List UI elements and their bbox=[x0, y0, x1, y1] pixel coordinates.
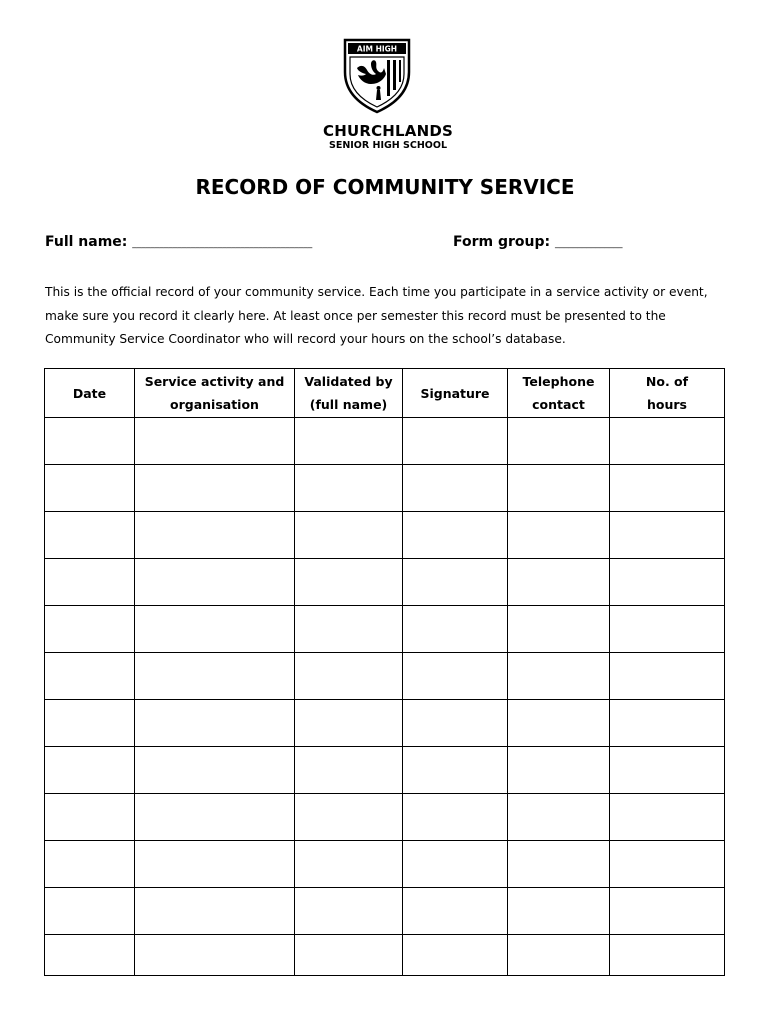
signature-cell[interactable] bbox=[403, 747, 508, 794]
telephone-cell[interactable] bbox=[508, 935, 610, 976]
telephone-cell[interactable] bbox=[508, 512, 610, 559]
validated-by-cell[interactable] bbox=[295, 606, 403, 653]
table-row bbox=[45, 653, 725, 700]
service-activity-cell[interactable] bbox=[135, 747, 295, 794]
date-cell[interactable] bbox=[45, 794, 135, 841]
telephone-cell[interactable] bbox=[508, 888, 610, 935]
service-activity-cell[interactable] bbox=[135, 512, 295, 559]
signature-cell[interactable] bbox=[403, 512, 508, 559]
signature-cell[interactable] bbox=[403, 653, 508, 700]
date-cell[interactable] bbox=[45, 935, 135, 976]
table-row bbox=[45, 935, 725, 976]
date-cell[interactable] bbox=[45, 888, 135, 935]
table-body bbox=[45, 418, 725, 976]
validated-by-cell[interactable] bbox=[295, 418, 403, 465]
column-header-telephone bbox=[508, 369, 610, 418]
validated-by-cell[interactable] bbox=[295, 935, 403, 976]
validated-by-cell[interactable] bbox=[295, 465, 403, 512]
header-line: contact bbox=[532, 397, 585, 412]
signature-cell[interactable] bbox=[403, 700, 508, 747]
telephone-cell[interactable] bbox=[508, 794, 610, 841]
service-activity-cell[interactable] bbox=[135, 935, 295, 976]
telephone-cell[interactable] bbox=[508, 653, 610, 700]
signature-cell[interactable] bbox=[403, 465, 508, 512]
validated-by-cell[interactable] bbox=[295, 512, 403, 559]
service-activity-cell[interactable] bbox=[135, 700, 295, 747]
header-line: hours bbox=[647, 397, 687, 412]
crest-motto: AIM HIGH bbox=[356, 44, 398, 54]
validated-by-cell[interactable] bbox=[295, 700, 403, 747]
header-line: Service activity and bbox=[144, 374, 285, 389]
header-line: Date bbox=[72, 385, 107, 401]
signature-cell[interactable] bbox=[403, 606, 508, 653]
table-row bbox=[45, 888, 725, 935]
full-name-label: Full name: bbox=[45, 234, 128, 250]
telephone-cell[interactable] bbox=[508, 841, 610, 888]
service-activity-cell[interactable] bbox=[135, 465, 295, 512]
service-activity-cell[interactable] bbox=[135, 841, 295, 888]
validated-by-cell[interactable] bbox=[295, 747, 403, 794]
document-title: RECORD OF COMMUNITY SERVICE bbox=[195, 175, 575, 199]
hours-cell[interactable] bbox=[610, 653, 725, 700]
validated-by-cell[interactable] bbox=[295, 559, 403, 606]
hours-cell[interactable] bbox=[610, 512, 725, 559]
service-record-table bbox=[44, 368, 725, 976]
service-activity-cell[interactable] bbox=[135, 794, 295, 841]
date-cell[interactable] bbox=[45, 465, 135, 512]
date-cell[interactable] bbox=[45, 512, 135, 559]
date-cell[interactable] bbox=[45, 747, 135, 794]
validated-by-cell[interactable] bbox=[295, 888, 403, 935]
date-cell[interactable] bbox=[45, 606, 135, 653]
header-line: Validated by bbox=[304, 374, 393, 389]
telephone-cell[interactable] bbox=[508, 559, 610, 606]
date-cell[interactable] bbox=[45, 841, 135, 888]
date-cell[interactable] bbox=[45, 418, 135, 465]
table-row bbox=[45, 700, 725, 747]
signature-cell[interactable] bbox=[403, 418, 508, 465]
hours-cell[interactable] bbox=[610, 888, 725, 935]
date-cell[interactable] bbox=[45, 700, 135, 747]
validated-by-cell[interactable] bbox=[295, 841, 403, 888]
table-row bbox=[45, 465, 725, 512]
hours-cell[interactable] bbox=[610, 841, 725, 888]
full-name-blank[interactable]: ________________________________________ bbox=[132, 239, 313, 249]
telephone-cell[interactable] bbox=[508, 606, 610, 653]
hours-cell[interactable] bbox=[610, 935, 725, 976]
table-row bbox=[45, 606, 725, 653]
validated-by-cell[interactable] bbox=[295, 653, 403, 700]
header-line: organisation bbox=[170, 397, 259, 412]
school-crest-logo bbox=[343, 38, 411, 114]
service-activity-cell[interactable] bbox=[135, 559, 295, 606]
column-header-date bbox=[45, 369, 135, 418]
school-subtitle: SENIOR HIGH SCHOOL bbox=[328, 140, 448, 151]
column-header-signature bbox=[403, 369, 508, 418]
table-row bbox=[45, 794, 725, 841]
service-activity-cell[interactable] bbox=[135, 606, 295, 653]
telephone-cell[interactable] bbox=[508, 418, 610, 465]
column-header-service-activity bbox=[135, 369, 295, 418]
header-line: (full name) bbox=[309, 397, 388, 412]
header-line: No. of bbox=[645, 374, 689, 389]
hours-cell[interactable] bbox=[610, 465, 725, 512]
signature-cell[interactable] bbox=[403, 935, 508, 976]
telephone-cell[interactable] bbox=[508, 465, 610, 512]
full-name-field[interactable] bbox=[45, 234, 312, 250]
form-group-blank[interactable]: _______________ bbox=[555, 239, 623, 249]
hours-cell[interactable] bbox=[610, 418, 725, 465]
school-name: CHURCHLANDS bbox=[322, 122, 454, 140]
table-row bbox=[45, 512, 725, 559]
table-row bbox=[45, 747, 725, 794]
signature-cell[interactable] bbox=[403, 888, 508, 935]
signature-cell[interactable] bbox=[403, 841, 508, 888]
form-group-field[interactable] bbox=[453, 234, 623, 250]
telephone-cell[interactable] bbox=[508, 747, 610, 794]
intro-paragraph: This is the official record of your community service. Each time you participate in a service activity or event, make sure you record it clearly here. At least once per semester this record must be presented to the Community Service Coordinator who will record your hours on the school’s database. bbox=[45, 285, 708, 346]
header-line: Signature bbox=[420, 385, 490, 401]
telephone-cell[interactable] bbox=[508, 700, 610, 747]
date-cell[interactable] bbox=[45, 653, 135, 700]
form-group-label: Form group: bbox=[453, 234, 551, 250]
hours-cell[interactable] bbox=[610, 747, 725, 794]
header-line: Telephone bbox=[522, 374, 595, 389]
hours-cell[interactable] bbox=[610, 606, 725, 653]
signature-cell[interactable] bbox=[403, 794, 508, 841]
table-row bbox=[45, 418, 725, 465]
service-activity-cell[interactable] bbox=[135, 418, 295, 465]
table-row bbox=[45, 841, 725, 888]
signature-cell[interactable] bbox=[403, 559, 508, 606]
service-activity-cell[interactable] bbox=[135, 653, 295, 700]
service-activity-cell[interactable] bbox=[135, 888, 295, 935]
hours-cell[interactable] bbox=[610, 700, 725, 747]
validated-by-cell[interactable] bbox=[295, 794, 403, 841]
table-header-row bbox=[45, 369, 725, 418]
date-cell[interactable] bbox=[45, 559, 135, 606]
hours-cell[interactable] bbox=[610, 794, 725, 841]
column-header-validated-by bbox=[295, 369, 403, 418]
table-row bbox=[45, 559, 725, 606]
hours-cell[interactable] bbox=[610, 559, 725, 606]
column-header-hours bbox=[610, 369, 725, 418]
